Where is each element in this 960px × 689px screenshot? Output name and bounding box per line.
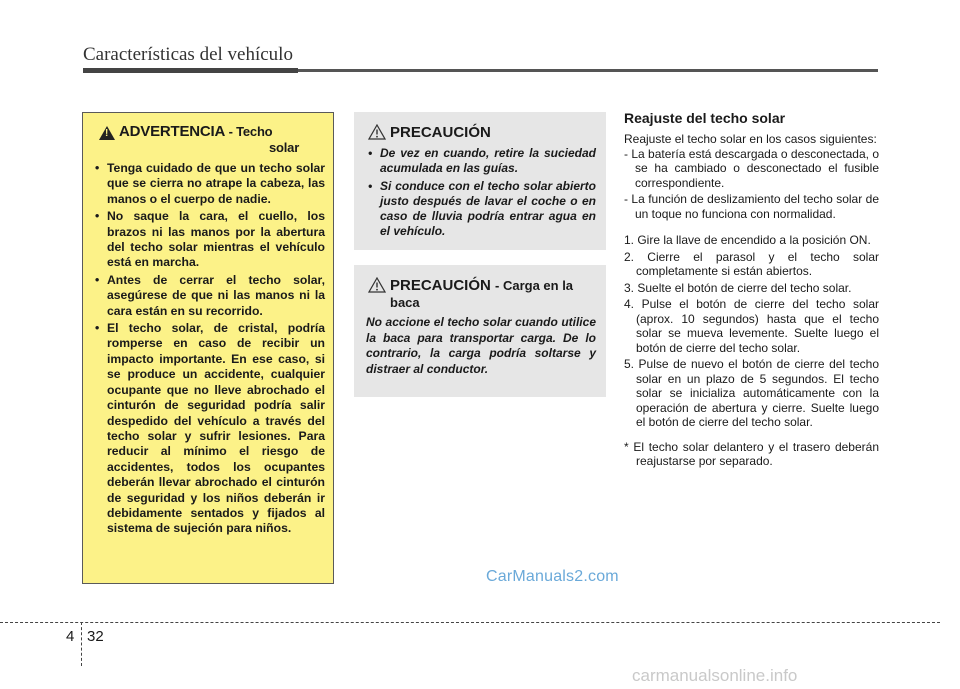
reset-step: 4. Pulse el botón de cierre del techo solar (aprox. 10 segundos) hasta que el techo solar se mueva levemente. Suelte luego el botón de cierre del techo solar. — [624, 297, 879, 355]
footer-watermark: carmanualsonline.info — [632, 666, 798, 685]
caution-item: • De vez en cuando, retire la suciedad acumulada en las guías. — [366, 146, 596, 176]
chapter-number: 4 — [66, 628, 75, 645]
reset-intro: Reajuste el techo solar en los casos siguientes: — [624, 132, 877, 146]
caution-box — [354, 112, 606, 250]
warning-triangle-icon — [99, 126, 115, 140]
footer-divider — [81, 622, 82, 666]
warning-box — [82, 112, 334, 584]
warning-title: ADVERTENCIA — [119, 123, 225, 140]
page-number: 32 — [87, 628, 104, 645]
caution-triangle-icon — [368, 124, 386, 140]
sunroof-reset-section — [624, 110, 879, 469]
reset-steps — [624, 233, 879, 430]
warning-item: • No saque la cara, el cuello, los brazos ni las manos por la abertura del techo solar mientras el vehículo está en marcha. — [93, 209, 325, 271]
reset-case: - La función de deslizamiento del techo solar de un toque no funciona con normalidad. — [624, 192, 879, 221]
reset-note: * El techo solar delantero y el trasero deberán reajustarse por separado. — [624, 439, 879, 468]
section-title: Reajuste del techo solar — [624, 110, 786, 126]
warning-item: • Antes de cerrar el techo solar, asegúrese de que ni las manos ni la cara están en su recorrido. — [93, 273, 325, 319]
caution-list — [366, 146, 596, 242]
warning-item: • Tenga cuidado de que un techo solar que se cierra no atrape la cabeza, las manos o el cuerpo de nadie. — [93, 161, 325, 207]
caution-roof-rack-text: No accione el techo solar cuando utilice la baca para transportar carga. De lo contrario, la carga podría soltarse y distraer al conductor. — [366, 315, 596, 376]
reset-step: 3. Suelte el botón de cierre del techo solar. — [624, 280, 852, 295]
caution-item: • Si conduce con el techo solar abierto justo después de lavar el coche o en caso de lluvia podría entrar agua en el vehículo. — [366, 179, 596, 239]
caution-title: PRECAUCIÓN — [390, 124, 491, 141]
caution-roof-rack-title-main: PRECAUCIÓN — [390, 277, 491, 294]
caution-roof-rack-title-sub: - Carga en la baca — [390, 278, 574, 310]
reset-case: - La batería está descargada o desconectada, o se ha cambiado o desconectado el fusible correspondiente. — [624, 146, 879, 190]
page-title: Características del vehículo — [83, 44, 293, 65]
warning-header — [97, 123, 327, 155]
header-rule-accent — [83, 68, 298, 73]
warning-list — [93, 161, 325, 539]
reset-step: 5. Pulse de nuevo el botón de cierre del techo solar en un plazo de 5 segundos. El techo solar se inicializa automáticamente con la operación de abertura y cierre. Suelte luego el botón de cierre del techo solar. — [624, 357, 879, 429]
caution-roof-rack-title — [390, 277, 590, 311]
watermark-link[interactable]: CarManuals2.com — [486, 568, 619, 585]
caution-roof-rack-box — [354, 265, 606, 397]
footer-rule — [0, 622, 940, 623]
warning-item: • El techo solar, de cristal, podría romperse en caso de recibir un impacto importante. En ese caso, si se produce un accidente, cualquier ocupante que no lleve abrochado el cinturón de seguridad podría salir despedido del vehículo a través del techo solar y sufrir lesiones. Para reducir al mínimo el riesgo de accidentes, todos los ocupantes deberán llevar abrochado el cinturón de seguridad y los niños deberán ir debidamente sentados y fijados al sistema de sujeción para niños. — [93, 321, 325, 537]
caution-triangle-icon — [368, 277, 386, 293]
reset-step: 1. Gire la llave de encendido a la posición ON. — [624, 233, 871, 247]
warning-subtitle: - Techo — [228, 124, 273, 139]
warning-subtitle-line2: solar — [269, 140, 300, 155]
reset-step: 2. Cierre el parasol y el techo solar completamente si están abiertos. — [624, 249, 879, 278]
